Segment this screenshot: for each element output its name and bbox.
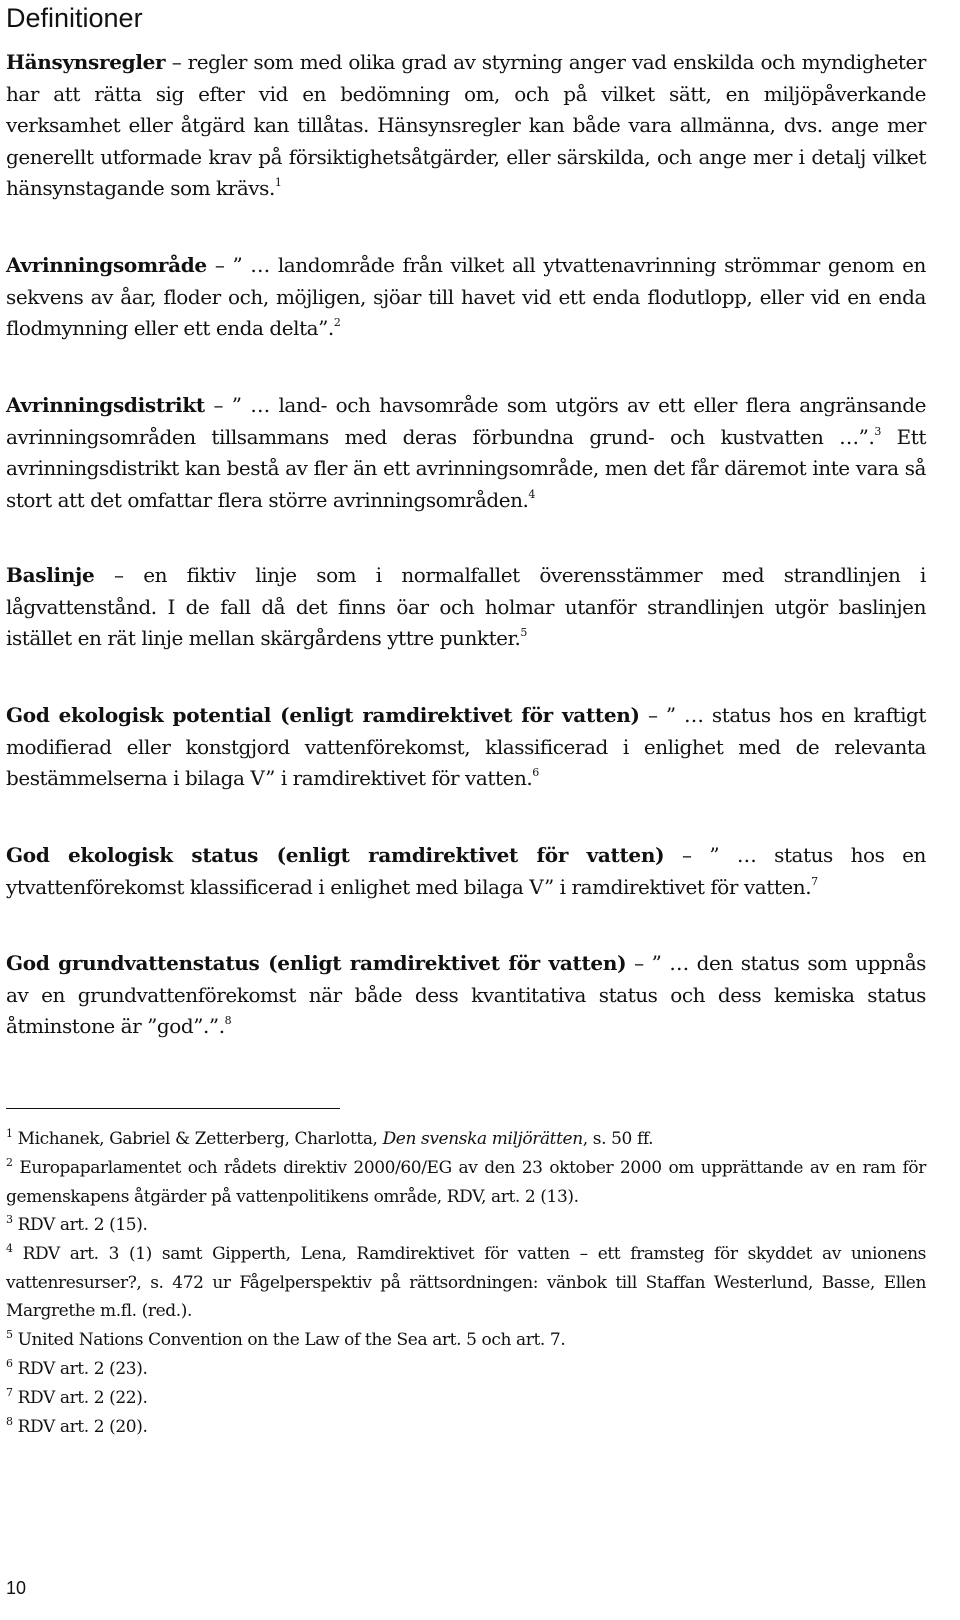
footnote-ref[interactable]: 7	[811, 874, 818, 888]
footnote-text: RDV art. 2 (22).	[17, 1388, 148, 1408]
definition-entry	[6, 700, 926, 795]
footnote	[6, 1125, 926, 1154]
footnote-number: 2	[6, 1156, 13, 1169]
footnote-number: 6	[6, 1357, 13, 1370]
footnote-number: 4	[6, 1242, 13, 1255]
definition-text: ” … land- och havsområde som utgörs av ett eller flera angränsande avrinningsområden tillsammans med deras förbundna grund- och kustvatten …”.	[6, 393, 926, 449]
definition-term: Avrinningsområde	[6, 253, 207, 277]
footnote	[6, 1384, 926, 1413]
definition-text: ” … status hos en kraftigt modifierad eller konstgjord vattenförekomst, klassificerad i enlighet med de relevanta bestämmelserna i bilaga V” i ramdirektivet för vatten.	[6, 703, 926, 790]
definition-term: Baslinje	[6, 563, 95, 587]
footnote-title-italic: Den svenska miljörätten	[382, 1129, 583, 1149]
footnote	[6, 1154, 926, 1211]
footnote-number: 5	[6, 1328, 13, 1341]
footnote-text: RDV art. 2 (15).	[17, 1215, 148, 1235]
definition-entry	[6, 250, 926, 345]
definition-text: ” … status hos en ytvattenförekomst klassificerad i enlighet med bilaga V” i ramdirektivet för vatten.	[6, 843, 926, 899]
page-heading: Definitioner	[6, 3, 143, 33]
footnote	[6, 1240, 926, 1326]
definition-entry	[6, 840, 926, 903]
footnote-text: RDV art. 3 (1) samt Gipperth, Lena, Ramdirektivet för vatten – ett framsteg för skyddet av unionens vattenresurser?, s. 472 ur Fågelperspektiv på rättsordningen: vänbok till Staffan Westerlund, Basse, Ellen Margrethe m.fl. (red.).	[6, 1244, 926, 1321]
definition-term: Avrinningsdistrikt	[6, 393, 205, 417]
footnote-number: 1	[6, 1127, 13, 1140]
footnote-text: RDV art. 2 (23).	[17, 1359, 148, 1379]
footnote-ref[interactable]: 1	[274, 176, 282, 189]
definition-term: God ekologisk status (enligt ramdirektivet för vatten)	[6, 843, 665, 867]
definition-dash: –	[165, 50, 188, 74]
footnote	[6, 1211, 926, 1240]
footnote-number: 7	[6, 1386, 13, 1399]
definition-text: ” … den status som uppnås av en grundvattenförekomst när både dess kvantitativa status och dess kemiska status åtminstone är ”god”.”.	[6, 951, 926, 1038]
definition-term: Hänsynsregler	[6, 50, 166, 74]
definition-dash: –	[664, 843, 710, 867]
definition-entry	[6, 390, 926, 516]
definition-text: en fiktiv linje som i normalfallet överensstämmer med strandlinjen i lågvattenstånd. I de fall då det finns öar och holmar utanför strandlinjen utgör baslinjen istället en rät linje mellan skärgårdens yttre punkter.	[6, 563, 926, 650]
footnote-ref[interactable]: 5	[520, 626, 527, 639]
footnote	[6, 1326, 926, 1355]
footnote	[6, 1413, 926, 1442]
definition-dash: –	[639, 703, 666, 727]
definition-term: God ekologisk potential (enligt ramdirektivet för vatten)	[6, 703, 640, 727]
definition-entry	[6, 560, 926, 655]
definition-text: regler som med olika grad av styrning anger vad enskilda och myndigheter har att rätta sig efter vid en bedömning om, och på vilket sätt, en miljöpåverkande verksamhet eller åtgärd kan tillåtas. Hänsynsregler kan både vara allmänna, dvs. ange mer generellt utformade krav på försiktighetsåtgärder, eller särskilda, och ange mer i detalj vilket hänsynstagande som krävs.	[6, 50, 926, 200]
definition-dash: –	[206, 253, 233, 277]
definition-dash: –	[94, 563, 144, 587]
footnote-separator	[6, 1108, 340, 1109]
footnote-text: Michanek, Gabriel & Zetterberg, Charlotta,	[17, 1129, 383, 1149]
definition-entry	[6, 948, 926, 1043]
footnote-text-continued: , s. 50 ff.	[582, 1129, 654, 1149]
definition-text: ” … landområde från vilket all ytvattenavrinning strömmar genom en sekvens av åar, floder och, möjligen, sjöar till havet vid ett enda flodutlopp, eller vid en enda flodmynning eller ett enda delta”.	[6, 253, 926, 340]
footnote-text: United Nations Convention on the Law of the Sea art. 5 och art. 7.	[17, 1330, 566, 1350]
definition-dash: –	[626, 951, 652, 975]
footnote-ref[interactable]: 4	[528, 487, 535, 501]
footnote-text: Europaparlamentet och rådets direktiv 2000/60/EG av den 23 oktober 2000 om upprättande av en ram för gemenskapens åtgärder på vattenpolitikens område, RDV, art. 2 (13).	[6, 1158, 926, 1207]
footnote-number: 8	[6, 1415, 13, 1428]
definition-entry	[6, 47, 926, 205]
footnote-number: 3	[6, 1213, 13, 1226]
footnote-ref[interactable]: 8	[224, 1014, 232, 1027]
definition-term: God grundvattenstatus (enligt ramdirektivet för vatten)	[6, 951, 627, 975]
footnote-ref[interactable]: 6	[532, 766, 539, 779]
footnote-ref[interactable]: 3	[874, 424, 881, 438]
footnote	[6, 1355, 926, 1384]
definition-text-continued: Ett avrinningsdistrikt kan bestå av fler än ett avrinningsområde, men det får däremot inte vara så stort att det omfattar flera större avrinningsområden.	[6, 424, 926, 512]
footnote-text: RDV art. 2 (20).	[17, 1417, 148, 1437]
definition-dash: –	[204, 393, 232, 417]
page-number: 10	[6, 1578, 27, 1598]
footnote-ref[interactable]: 2	[333, 316, 341, 329]
